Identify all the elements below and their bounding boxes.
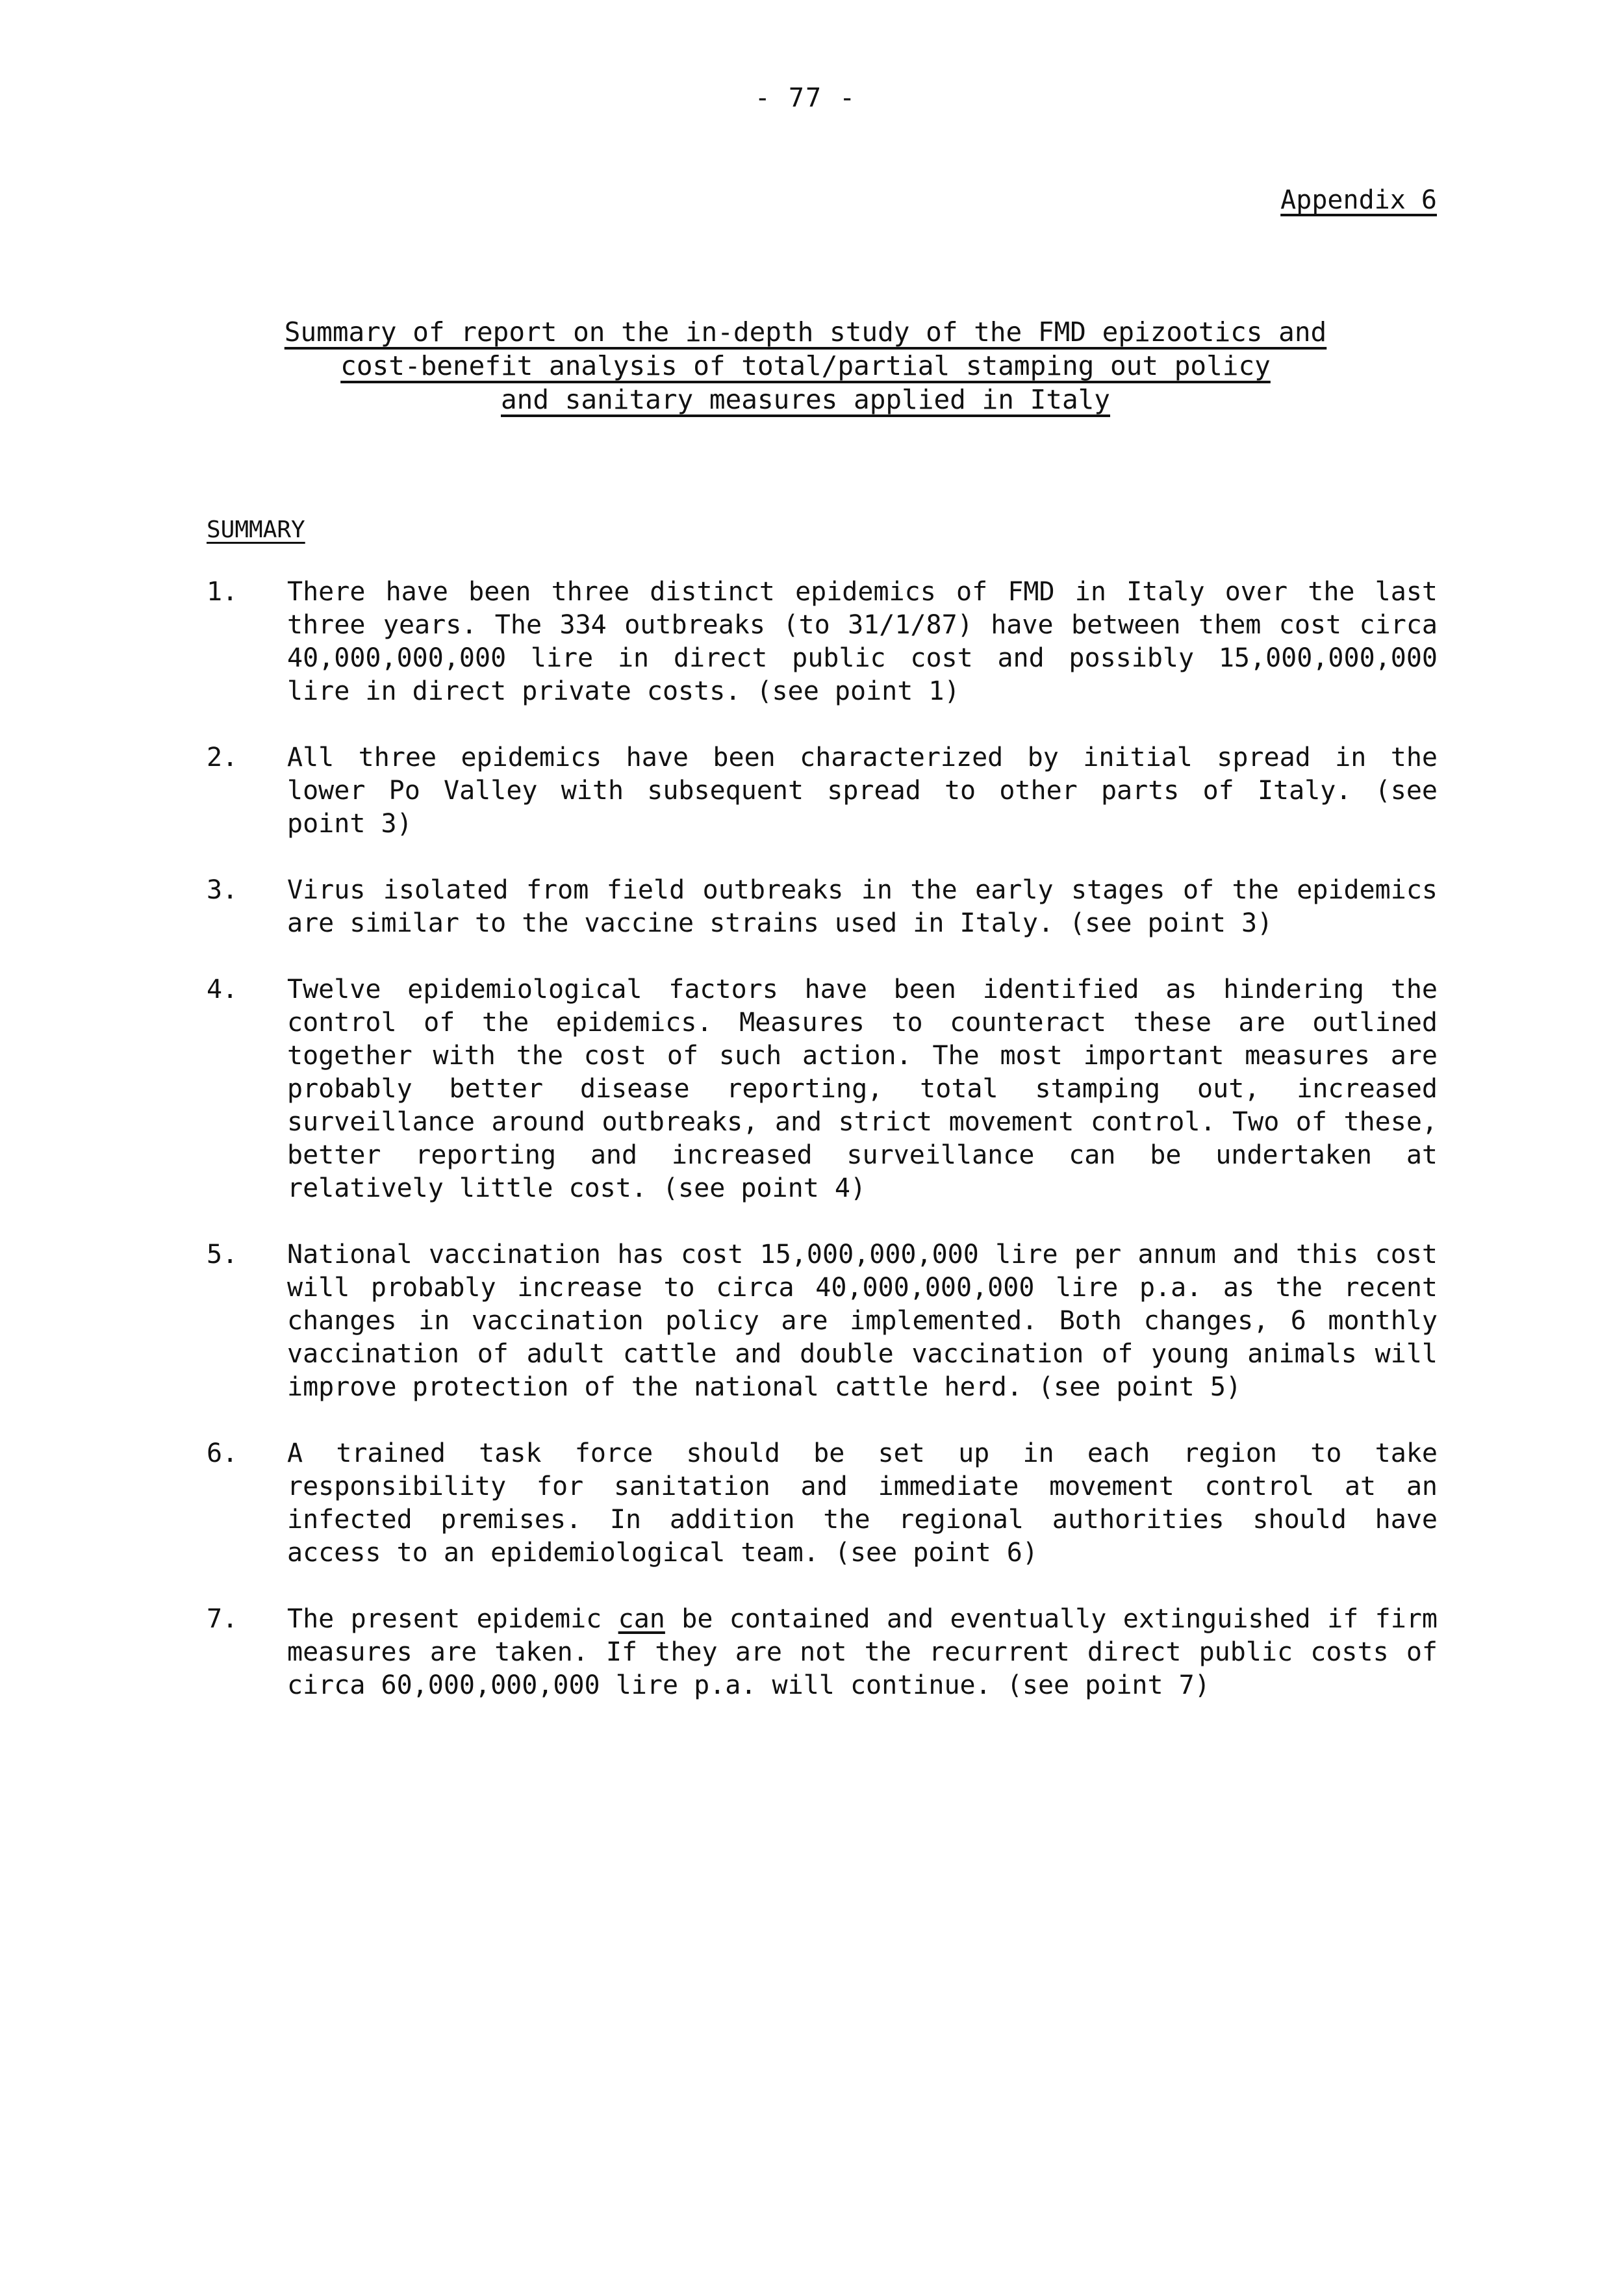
item-number: 2. [207,743,238,772]
item-text-after: be contained and eventually extinguished if firm measures are taken. If they are not the recurrent direct public costs of circa 60,000,000,000 lire p.a. will continue. (see point 7) [287,1604,1438,1700]
summary-item-2 [207,741,1438,841]
page-number: - 77 - [754,83,857,113]
summary-item-3 [207,874,1438,940]
item-number: 4. [207,975,238,1004]
item-number: 6. [207,1438,238,1468]
item-number: 5. [207,1240,238,1269]
item-text: Virus isolated from field outbreaks in the early stages of the epidemics are similar to the vaccine strains used in Italy. (see point 3) [287,875,1438,938]
item-number: 7. [207,1604,238,1634]
summary-item-1 [207,576,1438,708]
document-title [195,315,1416,416]
item-text: Twelve epidemiological factors have been identified as hindering the control of the epidemics. Measures to counteract these are outlined together with the cost of such action. The most important measures are probably better disease reporting, total stamping out, increased surveillance around outbreaks, and strict movement control. Two of these, better reporting and increased surveillance can be undertaken at relatively little cost. (see point 4) [287,975,1438,1203]
summary-item-5 [207,1238,1438,1404]
appendix-label: Appendix 6 [1280,185,1437,215]
item-number: 3. [207,875,238,905]
item-text: A trained task force should be set up in each region to take responsibility for sanitation and immediate movement control at an infected premises. In addition the regional authorities should have access to an epidemiological team. (see point 6) [287,1438,1438,1568]
item-text-before: The present epidemic [287,1604,618,1634]
summary-item-4 [207,973,1438,1205]
summary-heading: SUMMARY [207,517,305,543]
summary-list [207,576,1438,1735]
item-text-emphasis: can [618,1604,665,1634]
title-line-2: cost-benefit analysis of total/partial stamping out policy [340,350,1271,381]
item-text: All three epidemics have been characterized by initial spread in the lower Po Valley with subsequent spread to other parts of Italy. (see point 3) [287,743,1438,839]
item-number: 1. [207,577,238,607]
summary-item-6 [207,1437,1438,1570]
item-text: There have been three distinct epidemics of FMD in Italy over the last three years. The 334 outbreaks (to 31/1/87) have between them cost circa 40,000,000,000 lire in direct public cost and possibly 15,000,000,000 lire in direct private costs. (see point 1) [287,577,1438,706]
title-line-1: Summary of report on the in-depth study of the FMD epizootics and [284,316,1327,348]
title-line-3: and sanitary measures applied in Italy [501,384,1110,415]
summary-item-7 [207,1603,1438,1702]
item-text: National vaccination has cost 15,000,000,000 lire per annum and this cost will probably increase to circa 40,000,000,000 lire p.a. as the recent changes in vaccination policy are implemented. Both changes, 6 monthly vaccination of adult cattle and double vaccination of young animals will improve protection of the national cattle herd. (see point 5) [287,1240,1438,1402]
